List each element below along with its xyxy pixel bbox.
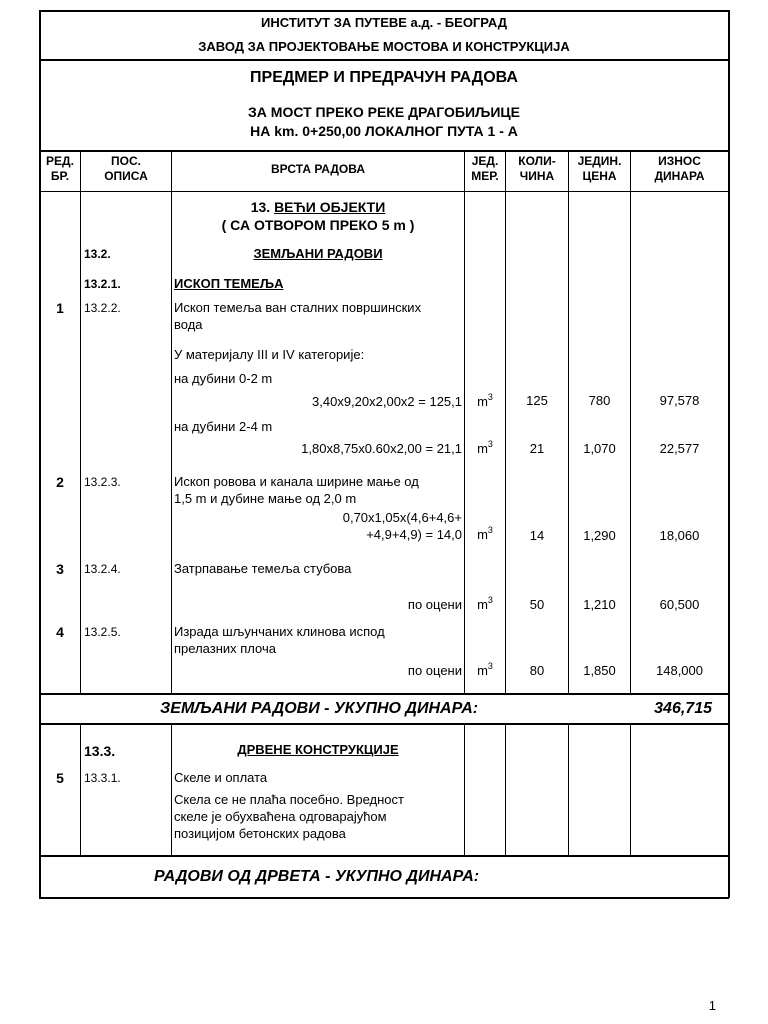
item-description: Израда шљунчаних клинова испод <box>174 624 385 639</box>
col-header-amount-1: ИЗНОС <box>658 154 701 168</box>
item-calculation: 0,70x1,05x(4,6+4,6+ <box>342 510 462 525</box>
item-amount: 22,577 <box>659 441 700 456</box>
wood-title: ДРВЕНЕ КОНСТРУКЦИЈЕ <box>237 742 399 757</box>
item-quantity: 80 <box>529 663 545 678</box>
item-calculation: по оцени <box>407 597 462 612</box>
section-number: 13. <box>250 199 271 215</box>
department-name: ЗАВОД ЗА ПРОЈЕКТОВАЊЕ МОСТОВА И КОНСТРУКЦИЈА <box>198 39 570 54</box>
item-depth-range: на дубини 0-2 m <box>174 371 273 386</box>
item-unit: $m^3$ <box>477 594 493 612</box>
excavation-subgroup-title: ИСКОП ТЕМЕЉА <box>174 276 284 291</box>
item-description: Ископ темеља ван сталних површинских <box>174 300 422 315</box>
item-number: 1 <box>56 300 64 316</box>
item-code: 13.3.1. <box>84 771 121 785</box>
col-header-work-type: ВРСТА РАДОВА <box>271 162 365 176</box>
item-amount: 148,000 <box>656 663 703 678</box>
page-number: 1 <box>708 998 716 1013</box>
item-quantity: 21 <box>529 441 545 456</box>
item-quantity: 125 <box>526 393 548 408</box>
section-name: ВЕЋИ ОБЈЕКТИ <box>274 199 386 215</box>
item-unit-price: 1,210 <box>583 597 616 612</box>
document-subtitle-road: НА km. 0+250,00 ЛОКАЛНОГ ПУТА 1 - А <box>250 123 518 139</box>
earthworks-total-value: 346,715 <box>654 700 712 717</box>
item-description: Затрпавање темеља стубова <box>174 561 352 576</box>
section-title <box>172 199 464 215</box>
item-calculation-cont: +4,9+4,9) = 14,0 <box>366 527 462 542</box>
item-description-cont: вода <box>174 317 203 332</box>
item-calculation: по оцени <box>407 663 462 678</box>
wood-total-label: РАДОВИ ОД ДРВЕТА - УКУПНО ДИНАРА: <box>154 868 480 885</box>
item-number: 2 <box>56 474 64 490</box>
col-header-rb-1: РЕД. <box>46 154 74 168</box>
institute-name: ИНСТИТУТ ЗА ПУТЕВЕ а.д. - БЕОГРАД <box>261 15 507 30</box>
item-code: 13.2.3. <box>84 475 121 489</box>
document-subtitle-bridge: ЗА МОСТ ПРЕКО РЕКЕ ДРАГОБИЉИЦЕ <box>248 104 520 120</box>
item-calculation: 1,80x8,75x0.60x2,00 = 21,1 <box>301 441 462 456</box>
item-number: 5 <box>56 770 64 786</box>
section-subtitle: ( СА ОТВОРОМ ПРЕКО 5 m ) <box>221 217 415 233</box>
excavation-subgroup-code: 13.2.1. <box>84 277 121 291</box>
item-calculation: 3,40x9,20x2,00x2 = 125,1 <box>312 394 462 409</box>
col-header-qty-2: ЧИНА <box>519 169 555 183</box>
item-code: 13.2.4. <box>84 562 121 576</box>
item-quantity: 50 <box>529 597 545 612</box>
item-amount: 18,060 <box>659 528 700 543</box>
col-header-price-2: ЦЕНА <box>582 169 617 183</box>
col-header-unit-2: МЕР. <box>471 169 499 183</box>
item-description-cont: 1,5 m и дубине мање од 2,0 m <box>174 491 357 506</box>
item-amount: 97,578 <box>659 393 700 408</box>
item-description: Ископ ровова и канала ширине мање од <box>174 474 419 489</box>
item-description: Скеле и оплата <box>174 770 268 785</box>
earthworks-code: 13.2. <box>84 247 111 261</box>
item-description-note: Скела се не плаћа посебно. Вредност <box>174 792 404 807</box>
wood-code: 13.3. <box>84 743 116 759</box>
item-unit-price: 1,070 <box>583 441 616 456</box>
col-header-unit-1: ЈЕД. <box>471 154 499 168</box>
col-header-rb-2: БР. <box>50 169 70 183</box>
item-number: 3 <box>56 561 64 577</box>
item-code: 13.2.5. <box>84 625 121 639</box>
item-unit: $m^3$ <box>477 438 493 456</box>
item-material-class: У материјалу III и IV категорије: <box>174 347 365 362</box>
item-description-cont: прелазних плоча <box>174 641 276 656</box>
col-header-pos-2: ОПИСА <box>104 169 148 183</box>
item-quantity: 14 <box>529 528 545 543</box>
item-unit-price: 780 <box>588 393 611 408</box>
col-header-pos-1: ПОС. <box>111 154 141 168</box>
item-code: 13.2.2. <box>84 301 121 315</box>
item-description-note: позицијом бетонских радова <box>174 826 346 841</box>
col-header-price-1: ЈЕДИН. <box>577 154 622 168</box>
item-amount: 60,500 <box>659 597 700 612</box>
item-unit-price: 1,850 <box>583 663 616 678</box>
earthworks-total-label: ЗЕМЉАНИ РАДОВИ - УКУПНО ДИНАРА: <box>160 700 479 717</box>
earthworks-title: ЗЕМЉАНИ РАДОВИ <box>253 246 383 261</box>
col-header-qty-1: КОЛИ- <box>518 154 556 168</box>
col-header-amount-2: ДИНАРА <box>654 169 705 183</box>
item-unit-price: 1,290 <box>583 528 616 543</box>
item-unit: $m^3$ <box>477 391 493 409</box>
document-title: ПРЕДМЕР И ПРЕДРАЧУН РАДОВА <box>250 69 518 86</box>
item-description-note: скеле је обухваћена одговарајућом <box>174 809 387 824</box>
item-unit: $m^3$ <box>477 660 493 678</box>
item-depth-range: на дубини 2-4 m <box>174 419 273 434</box>
item-number: 4 <box>56 624 64 640</box>
item-unit: $m^3$ <box>477 524 493 542</box>
